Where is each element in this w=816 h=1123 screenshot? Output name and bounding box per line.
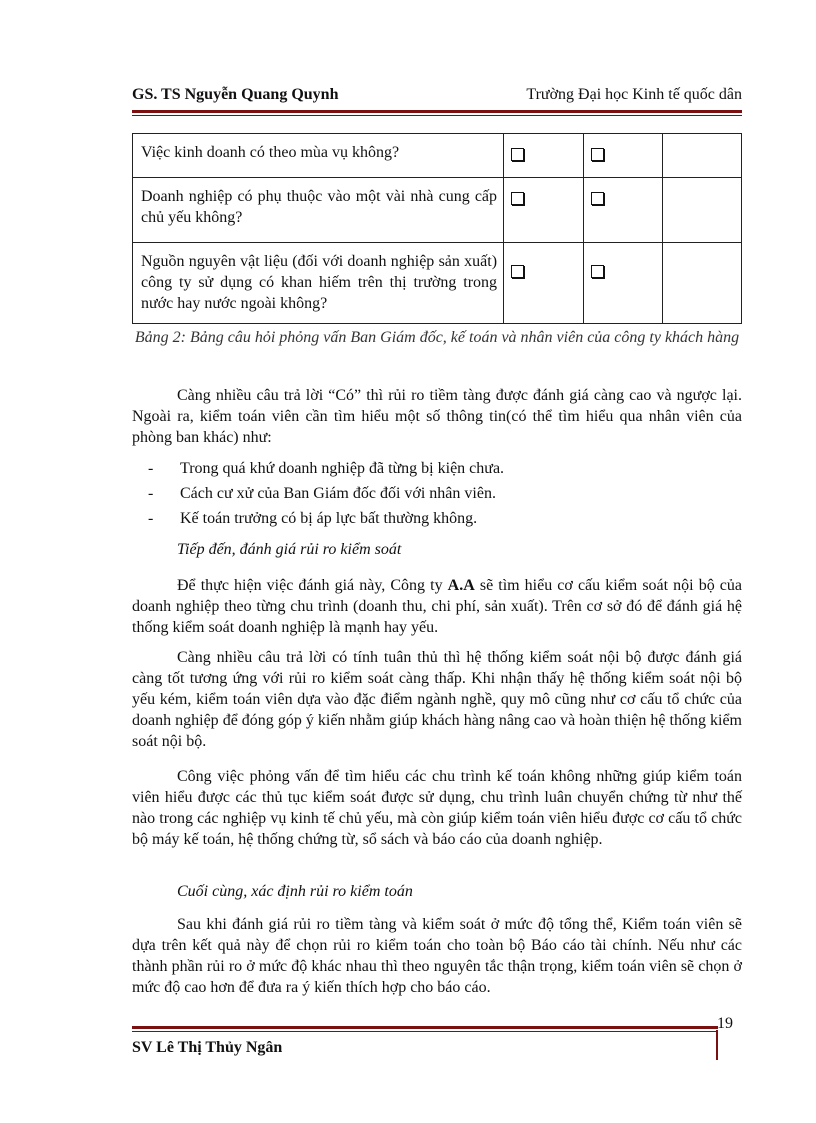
paragraph-text: Công việc phỏng vấn để tìm hiểu các chu trình kế toán không những giúp kiểm toán viên hiểu được các thủ tục kiểm soát được sử dụng, chu trình luân chuyển chứng từ như thế nào trong các nghiệp vụ kinh tế chủ yếu, mà còn giúp kiểm toán viên hiểu được cơ cấu tổ chức bộ máy kế toán, hệ thống chứng từ, sổ sách và báo cáo của doanh nghiệp. [132,768,742,848]
footer-rule-thick [132,1026,718,1029]
no-cell [583,134,663,178]
bullet-marker: - [148,510,154,527]
note-cell [663,243,742,324]
paragraph-text [132,575,742,638]
footer-rule-thin [132,1031,718,1032]
footer-student: SV Lê Thị Thủy Ngân [132,1039,283,1056]
yes-cell [504,243,584,324]
paragraph-1 [132,385,742,448]
checkbox-no[interactable] [591,148,604,161]
paragraph-3 [132,647,742,752]
list-item-text: Kế toán trưởng có bị áp lực bất thường không. [180,510,478,527]
question-table [132,133,742,324]
no-cell [583,243,663,324]
header-author: GS. TS Nguyễn Quang Quynh [132,86,339,103]
question-cell: Việc kinh doanh có theo mùa vụ không? [133,134,504,178]
paragraph-5 [132,914,742,998]
checkbox-yes[interactable] [511,148,524,161]
table-row [133,134,742,178]
yes-cell [504,134,584,178]
checkbox-no[interactable] [591,265,604,278]
paragraph-text-post: sẽ tìm hiểu cơ cấu kiểm soát nội bộ của doanh nghiệp theo từng chu trình (doanh thu, chi phí, sản xuất). Trên cơ sở đó để đánh giá hệ thống kiểm soát doanh nghiệp là mạnh hay yếu. [132,577,742,636]
yes-cell [504,178,584,243]
list-item-text: Trong quá khứ doanh nghiệp đã từng bị kiện chưa. [180,460,505,477]
paragraph-text: Càng nhiều câu trả lời có tính tuân thủ thì hệ thống kiểm soát nội bộ được đánh giá càng tốt tương ứng với rủi ro kiểm soát càng thấp. Khi nhận thấy hệ thống kiểm soát nội bộ yếu kém, kiểm toán viên dựa vào đặc điểm ngành nghề, quy mô cũng như cơ cấu tổ chức của doanh nghiệp để đóng góp ý kiến nhằm giúp khách hàng nâng cao và hoàn thiện hệ thống kiểm soát nội bộ. [132,649,742,750]
note-cell [663,134,742,178]
table-row [133,243,742,324]
question-cell: Nguồn nguyên vật liệu (đối với doanh nghiệp sản xuất) công ty sử dụng có khan hiếm trên thị trường trong nước hay nước ngoài không? [133,243,504,324]
subheading-control-risk: Tiếp đến, đánh giá rủi ro kiểm soát [177,541,402,558]
note-cell [663,178,742,243]
header-rule-thin [132,115,742,116]
table-caption: Bảng 2: Bảng câu hỏi phỏng vấn Ban Giám đốc, kế toán và nhân viên của công ty khách hàng [134,329,740,346]
table-row [133,178,742,243]
bullet-marker: - [148,460,154,477]
paragraph-4 [132,766,742,850]
header-rule-thick [132,110,742,113]
checkbox-yes[interactable] [511,265,524,278]
subheading-audit-risk: Cuối cùng, xác định rủi ro kiểm toán [177,883,413,900]
paragraph-text: Càng nhiều câu trả lời “Có” thì rủi ro tiềm tàng được đánh giá càng cao và ngược lại. Ngoài ra, kiểm toán viên cần tìm hiểu một số thông tin(có thể tìm hiểu qua nhân viên của phòng ban khác) như: [132,387,742,446]
checkbox-yes[interactable] [511,192,524,205]
checkbox-no[interactable] [591,192,604,205]
page-number: 19 [717,1015,733,1032]
list-item-text: Cách cư xử của Ban Giám đốc đối với nhân viên. [180,485,496,502]
header-institution: Trường Đại học Kinh tế quốc dân [526,86,742,103]
no-cell [583,178,663,243]
paragraph-2 [132,575,742,638]
company-name: A.A [447,577,475,594]
bullet-marker: - [148,485,154,502]
question-cell: Doanh nghiệp có phụ thuộc vào một vài nhà cung cấp chủ yếu không? [133,178,504,243]
paragraph-text-pre: Để thực hiện việc đánh giá này, Công ty [177,577,448,594]
footer-divider [716,1030,718,1060]
page-header [132,86,742,108]
paragraph-text: Sau khi đánh giá rủi ro tiềm tàng và kiểm soát ở mức độ tổng thể, Kiểm toán viên sẽ dựa trên kết quả này để chọn rủi ro kiểm toán cho toàn bộ Báo cáo tài chính. Nếu như các thành phần rủi ro ở mức độ khác nhau thì theo nguyên tắc thận trọng, kiểm toán viên sẽ chọn ở mức độ cao hơn để đưa ra ý kiến thích hợp cho báo cáo. [132,916,742,996]
